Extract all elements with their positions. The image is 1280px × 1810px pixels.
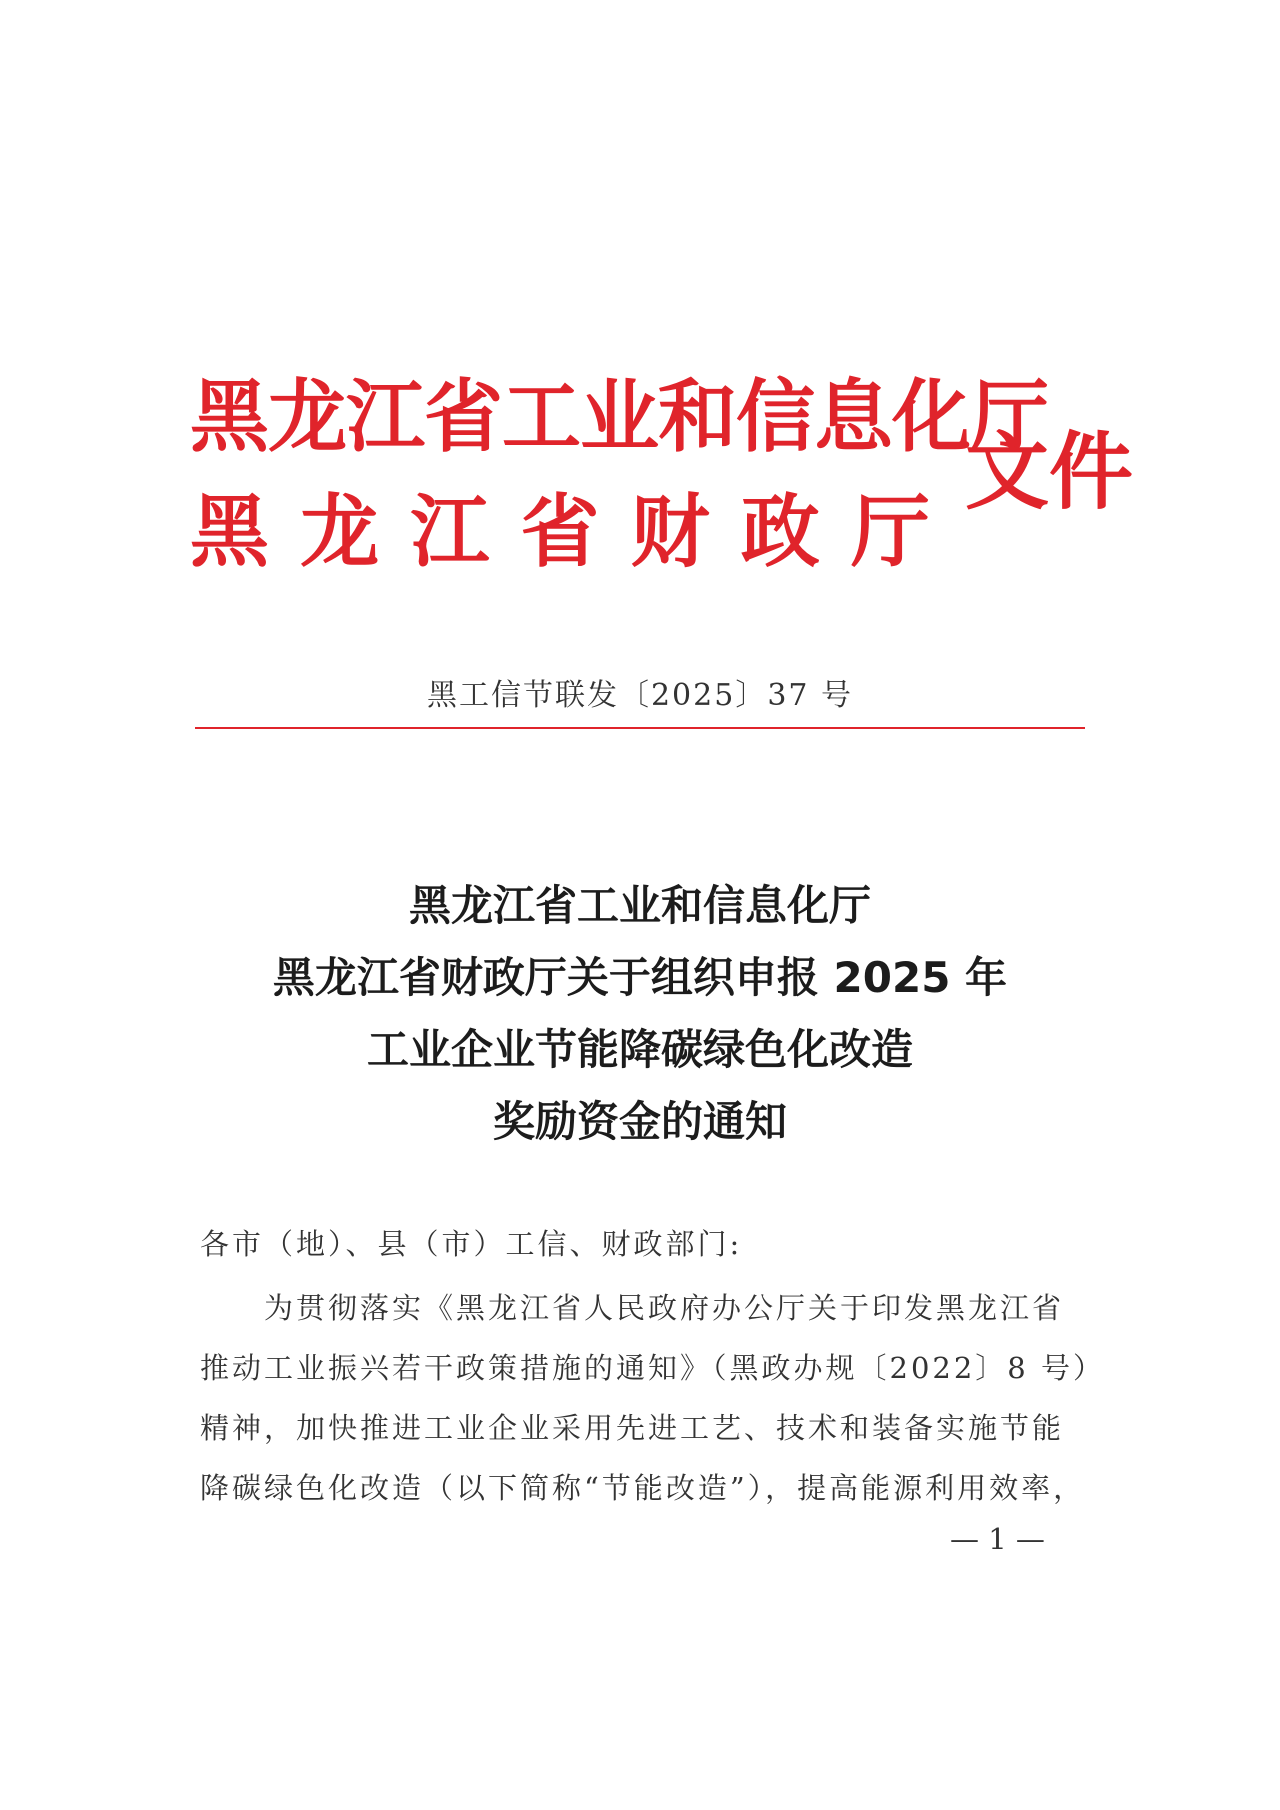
title-line: 黑龙江省工业和信息化厅 bbox=[408, 881, 871, 930]
body-line: 降碳绿色化改造（以下简称“节能改造”），提高能源利用效率， bbox=[200, 1471, 1086, 1505]
document-title bbox=[0, 870, 1280, 1158]
issuer-line-2-char: 财 bbox=[630, 486, 710, 578]
page-number: — 1 — bbox=[950, 1522, 1045, 1556]
document-number: 黑工信节联发〔2025〕37 号 bbox=[426, 678, 854, 713]
title-line: 工业企业节能降碳绿色化改造 bbox=[366, 1025, 913, 1074]
issuer-line-2-char: 政 bbox=[740, 486, 820, 578]
issuer-line-2 bbox=[190, 486, 930, 578]
issuer-line-2-char: 江 bbox=[410, 486, 490, 578]
salutation: 各市（地）、县（市）工信、财政部门: bbox=[200, 1227, 743, 1261]
title-line: 奖励资金的通知 bbox=[492, 1097, 787, 1146]
body-line: 为贯彻落实《黑龙江省人民政府办公厅关于印发黑龙江省 bbox=[264, 1291, 1065, 1325]
title-line: 黑龙江省财政厅关于组织申报 2025 年 bbox=[272, 953, 1008, 1002]
letterhead-suffix: 文件 bbox=[965, 423, 1134, 521]
issuer-line-2-char: 黑 bbox=[190, 486, 269, 578]
issuer-line-2-char: 厅 bbox=[850, 486, 930, 578]
issuer-line-2-char: 省 bbox=[520, 486, 600, 578]
issuer-line-1: 黑龙江省工业和信息化厅 bbox=[190, 371, 1048, 463]
body-text bbox=[200, 1278, 1105, 1518]
body-line: 推动工业振兴若干政策措施的通知》（黑政办规〔2022〕8 号） bbox=[200, 1351, 1105, 1385]
body-line: 精神，加快推进工业企业采用先进工艺、技术和装备实施节能 bbox=[200, 1411, 1065, 1445]
red-divider bbox=[195, 727, 1085, 729]
issuer-line-2-char: 龙 bbox=[300, 486, 380, 578]
